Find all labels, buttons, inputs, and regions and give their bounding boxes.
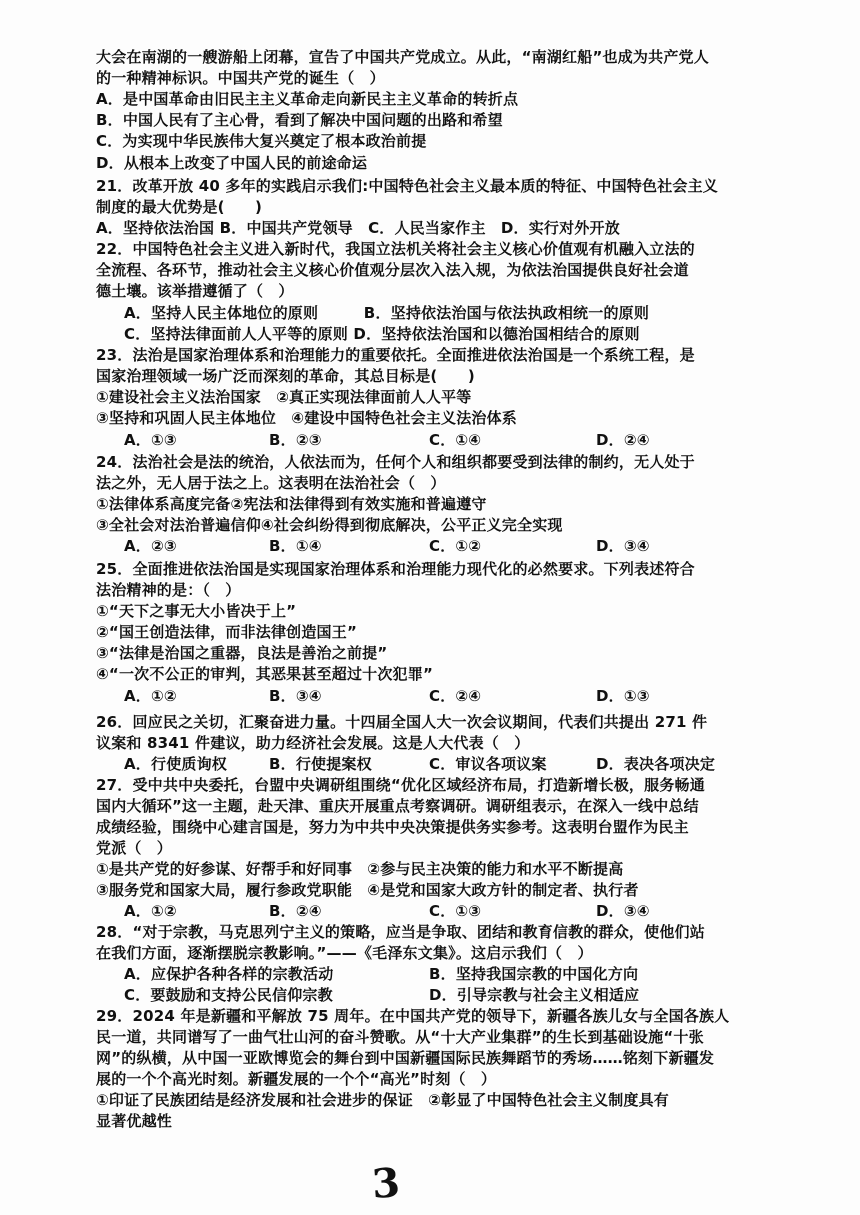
- question-stem: 的一种精神标识。中国共产党的诞生（ ）: [96, 69, 385, 87]
- question-22: 22．中国特色社会主义进入新时代，我国立法机关将社会主义核心价值观有机融入立法的: [96, 240, 695, 258]
- question-28-cont: 在我们方面，逐渐摆脱宗教影响。”——《毛泽东文集》。这启示我们（ ）: [96, 944, 593, 962]
- page-number: 3: [370, 1159, 402, 1208]
- question-27: 27．受中共中央委托，台盟中央调研组围绕“优化区域经济布局，打造新增长极，服务畅通: [96, 776, 705, 794]
- question-22-cont: 德土壤。该举措遵循了（ ）: [96, 282, 294, 300]
- question-23-cont: 国家治理领域一场广泛而深刻的革命，其总目标是( ): [96, 367, 475, 385]
- option-b: B．②④: [269, 902, 322, 920]
- option-b: B．②③: [269, 431, 322, 449]
- question-26: 26．回应民之关切，汇聚奋进力量。十四届全国人大一次会议期间，代表们共提出 271 件: [96, 713, 708, 731]
- question-29-cont: 民一道，共同谱写了一曲气壮山河的奋斗赞歌。从“十大产业集群”的生长到基础设施“十张: [96, 1028, 704, 1046]
- option-a: A．②③: [124, 537, 177, 555]
- statement: ②“国王创造法律，而非法律创造国王”: [96, 623, 358, 641]
- statement-pair: ①建设社会主义法治国家 ②真正实现法律面前人人平等: [96, 388, 472, 406]
- option-b: B．①④: [269, 537, 322, 555]
- option-a: A．①②: [124, 687, 177, 705]
- question-21-cont: 制度的最大优势是( ): [96, 198, 263, 216]
- option-c: C．①②: [429, 537, 482, 555]
- statement-pair: ③服务党和国家大局，履行参政党职能 ④是党和国家大政方针的制定者、执行者: [96, 881, 639, 899]
- question-27-cont: 成绩经验，围绕中心建言国是，努力为中共中央决策提供务实参考。这表明台盟作为民主: [96, 818, 689, 836]
- question-21-options: A．坚持依法治国 B．中国共产党领导 C．人民当家作主 D．实行对外开放: [96, 219, 620, 237]
- statement-pair: ①是共产党的好参谋、好帮手和好同事 ②参与民主决策的能力和水平不断提高: [96, 860, 624, 878]
- option-c: C．审议各项议案: [429, 755, 547, 773]
- option-c: C．为实现中华民族伟大复兴奠定了根本政治前提: [96, 132, 427, 150]
- question-26-cont: 议案和 8341 件建议，助力经济社会发展。这是人大代表（ ）: [96, 734, 530, 752]
- statement: ①“天下之事无大小皆决于上”: [96, 602, 297, 620]
- option-c: C．要鼓励和支持公民信仰宗教: [124, 986, 333, 1004]
- option-b: B．③④: [269, 687, 322, 705]
- option-c: C．②④: [429, 687, 482, 705]
- option-d: D．②④: [596, 431, 650, 449]
- option-b: B．中国人民有了主心骨，看到了解决中国问题的出路和希望: [96, 111, 503, 129]
- option-d: D．从根本上改变了中国人民的前途命运: [96, 154, 368, 172]
- statement-pair: ①印证了民族团结是经济发展和社会进步的保证 ②彰显了中国特色社会主义制度具有: [96, 1091, 670, 1109]
- option-a: A．是中国革命由旧民主主义革命走向新民主主义革命的转折点: [96, 90, 519, 108]
- option-a: A．①②: [124, 902, 177, 920]
- option-d: D．③④: [596, 537, 650, 555]
- question-29: 29．2024 年是新疆和平解放 75 周年。在中国共产党的领导下，新疆各族儿女与全国各族人: [96, 1007, 730, 1025]
- question-25: 25．全面推进依法治国是实现国家治理体系和治理能力现代化的必然要求。下列表述符合: [96, 560, 695, 578]
- option-c: C．①③: [429, 902, 482, 920]
- statement-pair: ①法律体系高度完备②宪法和法律得到有效实施和普遍遵守: [96, 495, 487, 513]
- question-27-cont: 国内大循环”这一主题，赴天津、重庆开展重点考察调研。调研组表示，在深入一线中总结: [96, 797, 699, 815]
- question-29-cont: 展的一个个高光时刻。新疆发展的一个个“高光”时刻（ ）: [96, 1070, 497, 1088]
- option-c: C．①④: [429, 431, 482, 449]
- option-d: D．引导宗教与社会主义相适应: [429, 986, 640, 1004]
- question-22-cont: 全流程、各环节，推动社会主义核心价值观分层次入法入规，为依法治国提供良好社会道: [96, 261, 689, 279]
- statement: ④“一次不公正的审判，其恶果甚至超过十次犯罪”: [96, 665, 434, 683]
- statement: ③“法律是治国之重器，良法是善治之前提”: [96, 644, 388, 662]
- statement-pair: ③坚持和巩固人民主体地位 ④建设中国特色社会主义法治体系: [96, 409, 518, 427]
- question-28: 28．“对于宗教，马克思列宁主义的策略，应当是争取、团结和教育信教的群众，使他们站: [96, 923, 705, 941]
- text-line: 大会在南湖的一艘游船上闭幕，宣告了中国共产党成立。从此，“南湖红船”也成为共产党人: [96, 48, 709, 66]
- question-23: 23．法治是国家治理体系和治理能力的重要依托。全面推进依法治国是一个系统工程，是: [96, 346, 695, 364]
- question-21: 21．改革开放 40 多年的实践启示我们:中国特色社会主义最本质的特征、中国特色社会主义: [96, 177, 718, 195]
- option-a: A．应保护各种各样的宗教活动: [124, 965, 334, 983]
- option-d: D．①③: [596, 687, 650, 705]
- option-b: B．行使提案权: [269, 755, 372, 773]
- statement-pair: ③全社会对法治普遍信仰④社会纠纷得到彻底解决，公平正义完全实现: [96, 516, 563, 534]
- question-22-options-ab: A．坚持人民主体地位的原则 B．坚持依法治国与依法执政相统一的原则: [124, 304, 650, 322]
- statement-cont: 显著优越性: [96, 1112, 173, 1130]
- option-a: A．①③: [124, 431, 177, 449]
- option-d: D．③④: [596, 902, 650, 920]
- question-24-cont: 法之外，无人居于法之上。这表明在法治社会（ ）: [96, 474, 446, 492]
- question-29-cont: 网”的纵横，从中国一亚欧博览会的舞台到中国新疆国际民族舞蹈节的秀场……铭刻下新疆发: [96, 1049, 715, 1067]
- question-25-cont: 法治精神的是：（ ）: [96, 581, 241, 599]
- question-27-cont: 党派（ ）: [96, 839, 173, 857]
- question-24: 24．法治社会是法的统治，人依法而为，任何个人和组织都要受到法律的制约，无人处于: [96, 453, 695, 471]
- question-22-options-cd: C．坚持法律面前人人平等的原则 D．坚持依法治国和以德治国相结合的原则: [124, 325, 640, 343]
- option-b: B．坚持我国宗教的中国化方向: [429, 965, 639, 983]
- option-a: A．行使质询权: [124, 755, 228, 773]
- option-d: D．表决各项决定: [596, 755, 716, 773]
